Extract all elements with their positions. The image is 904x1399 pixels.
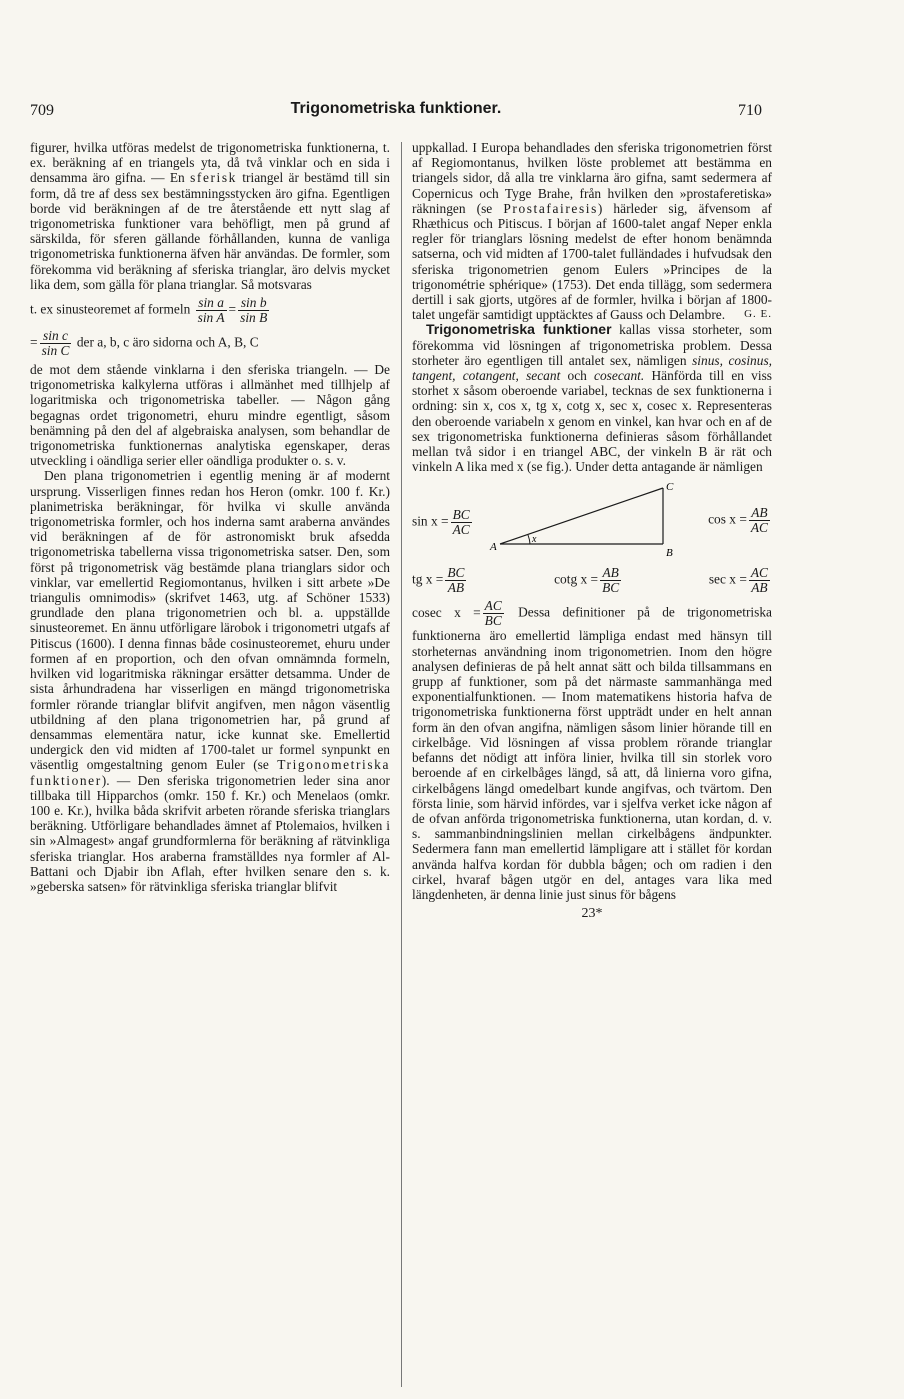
signature-mark: 23* <box>581 906 603 922</box>
paragraph: de mot dem stående vinklarna i den sferiska triangeln. — De trigonometriska kalkylerna utföras i allmänhet med tillhjelp af logaritmiska och trigonometriska tabeller. — Någon gång begagnas ordet trigonometri, ehuru mindre egentligt, såsom benämning på den del af algebraiska analysen, som behandlar de trigonometriska funktionernas analytiska egenskaper, deras utveckling i oändliga serier eller oändliga produkter o. s. v. <box>30 362 390 469</box>
vertex-b-label: B <box>666 547 673 560</box>
page-number-left: 709 <box>30 102 54 119</box>
paragraph: figurer, hvilka utföras medelst de trigonometriska funktionerna, t. ex. beräkning af en triangels yta, då två vinklar och en sida i densamma äro gifna. — En sferisk triangel är bestämd till sin form, då tre af dess sex bestämningsstycken äro gifna. Egentligen borde vid beräkningen af de tre återstående ett nytt slag af trigonometriska funktioner vara behöfligt, men på grund af särskilda, för sferen gällande förhållanden, kunna de vanliga trigonometriska funktionerna äfven här användas. De formler, som förekomma vid beräkning af sferiska trianglar, äro delvis mycket lika dem, som gälla för plana trianglar. Så motsvaras <box>30 140 390 292</box>
paragraph: Den plana trigonometrien i egentlig mening är af modernt ursprung. Visserligen finnes redan hos Heron (omkr. 100 f. Kr.) planimetriska beräkningar, för hvilka vi skulle använda trigonometriska formler, och hos inderna samt araberna användes vid beräkningen af de för astronomiskt bruk afsedda trigonometriska tabellerna vissa trigonometriska satser. Den, som först på trigonometrisk väg bestämde plana trianglars sidor och vinklar, var emellertid Regiomontanus, hvilken i sitt arbete »De triangulis omnimodis» (skrifvet 1463, utg. af Schöner 1533) grundlade den plana trigonometrien och bl. a. uppställde sinusteoremet. En ännu utförligare lärobok i trigonometri utgafs af Pitiscus (1600). I denna finnas både cosinusteoremet, ehuru under formen af en proportion, och den ofvan omnämnda formeln, hvilken vid logaritmiska räkningar ersätter detsamma. Under de sista århundradena har visserligen en mängd trigonometriska formler rörande trianglar blifvit angifven, men någon väsentlig utbildning af den plana trigonometrien har, på grund af densammas elementära natur, icke kunnat ske. Emellertid undergick den vid midten af 1700-talet ur formel synpunkt en väsentlig omgestaltning genom Euler (se Trigonometriska funktioner). — Den sferiska trigonometrien leder sina anor tillbaka till Hipparchos (omkr. 150 f. Kr.) och Menelaos (omkr. 100 e. Kr.), hvilka båda skrifvit arbeten rörande sferiska trianglars beräkning. Utförligare behandlades ämnet af Ptolemaios, hvilken i sin »Almagest» angaf grundformlerna för beräkning af rätvinkliga sferiska trianglar. Hos araberna framställdes nya formler af Al-Battani och Djabir ibn Aflah, efter hvilken senare den s. k. »geberska satsen» för rätvinkliga sferiska trianglar blifvit <box>30 468 390 894</box>
author-signature: G. E. <box>744 308 772 321</box>
page-header <box>30 100 762 124</box>
vertex-a-label: A <box>490 541 497 554</box>
column-divider <box>401 142 402 1387</box>
article-headword: Trigonometriska funktioner <box>426 321 612 338</box>
angle-x-label: x <box>532 534 537 546</box>
cosec-definition: cosec x = $\frac{AC}{BC}$ <box>412 598 502 629</box>
sin-definition: sin x = $\frac{BC}{AC}$ <box>412 507 470 538</box>
sine-theorem-formula-cont: = $\frac{\text{sin c}}{\text{sin C}}$ der a, b, c äro sidorna och A, B, C <box>30 328 259 359</box>
left-column <box>30 140 390 894</box>
tg-cotg-sec-definitions <box>412 566 772 595</box>
sec-definition: sec x = $\frac{AC}{AB}$ <box>708 565 768 596</box>
article-paragraph: Trigonometriska funktioner kallas vissa storheter, som förekomma vid lösningen af trigonometriska problem. Dessa storheter äro egentligen till antalet sex, nämligen sinus, cosinus, tangent, cotangent, secant och cosecant. Hänförda till en viss storhet x såsom oberoende variabel, tecknas de sex funktionerna i ordning: sin x, cos x, tg x, cotg x, sec x, cosec x. Representeras den oberoende variabeln x genom en vinkel, kan hvar och en af de sex trigonometriska funktionerna definieras såsom förhållandet mellan två sidor i en triangel ABC, der vinkeln B är rät och vinkeln A lika med x (se fig.). Under detta antagande är nämligen <box>412 321 773 475</box>
angle-arc <box>528 535 530 544</box>
right-column <box>412 140 772 921</box>
page-number-right: 710 <box>738 102 762 119</box>
triangle-figure-block <box>412 480 772 562</box>
right-triangle-diagram <box>488 480 688 562</box>
running-title: Trigonometriska funktioner. <box>290 100 502 117</box>
sine-theorem-formula: t. ex sinusteoremet af formeln $\frac{\text{sin a}}{\text{sin A}}$ = $\frac{\text{sin b}}{\text{sin B}}$ <box>30 295 268 326</box>
cos-definition: cos x = $\frac{AB}{AC}$ <box>708 505 768 536</box>
cotg-definition: cotg x = $\frac{AB}{BC}$ <box>554 565 620 596</box>
vertex-c-label: C <box>666 481 674 494</box>
side-ac <box>500 488 663 544</box>
paragraph: cosec x = $\frac{AC}{BC}$ Dessa definitioner på de trigonometriska funktionerna äro emellertid lämpliga endast med hänsyn till storheternas användning inom trigonometrien. Inom den högre analysen definieras de på helt annat sätt och bilda tillsammans en grupp af funktioner, som på det närmaste sammanhänga med exponentialfunktionen. — Inom matematikens historia hafva de trigonometriska funktionerna först uppträdt under en helt annan form än den ofvan angifna, nämligen såsom linier hörande till en cirkelbåge. Vid lösningen af vissa problem rörande trianglar befanns det nödigt att införa linier, hvilka till sin storlek voro beroende af en cirkelbåges längd, så att, då linierna voro gifna, cirkelbågens längd omedelbart kunde angifvas, och tvärtom. Den första linie, som härvid infördes, var i sjelfva verket icke någon af de ofvan anförda trigonometriska funktionerna, utan kordan, d. v. s. sammanbindningslinien mellan cirkelbågens ändpunkter. Sedermera fann man emellertid lämpligare att i stället för kordan använda halfva kordan för dubbla bågen; och om radien i den cirkel, hvaraf bågen utgör en del, antages vara lika med längdenheten, är denna linie just sinus för bågens <box>412 598 772 902</box>
paragraph: uppkallad. I Europa behandlades den sferiska trigonometrien först af Regiomontanus, hvilken löste problemet att bestämma en triangels sidor, då alla tre vinklarna äro gifna, samt sedermera af Copernicus och Tyge Brahe, från hvilken den »prostaferetiska» räkningen (se Prostafairesis) härleder sig, äfvensom af Rhæthicus och Pitiscus. I början af 1600-talet angaf Neper enkla regler för trianglars lösning medelst de efter honom benämnda satserna, och vid midten af 1700-talet fulländades i hufvudsak den sferiska trigonometrien genom Eulers »Principes de la trigonométrie sphérique» (1753). Det enda tillägg, som sedermera dertill i sak gjorts, utgöres af de formler, hvilka i början af 1800-talet ungefär samtidigt upptäcktes af Gauss och Delambre. G. E. <box>412 140 772 323</box>
tg-definition: tg x = $\frac{BC}{AB}$ <box>412 565 465 596</box>
